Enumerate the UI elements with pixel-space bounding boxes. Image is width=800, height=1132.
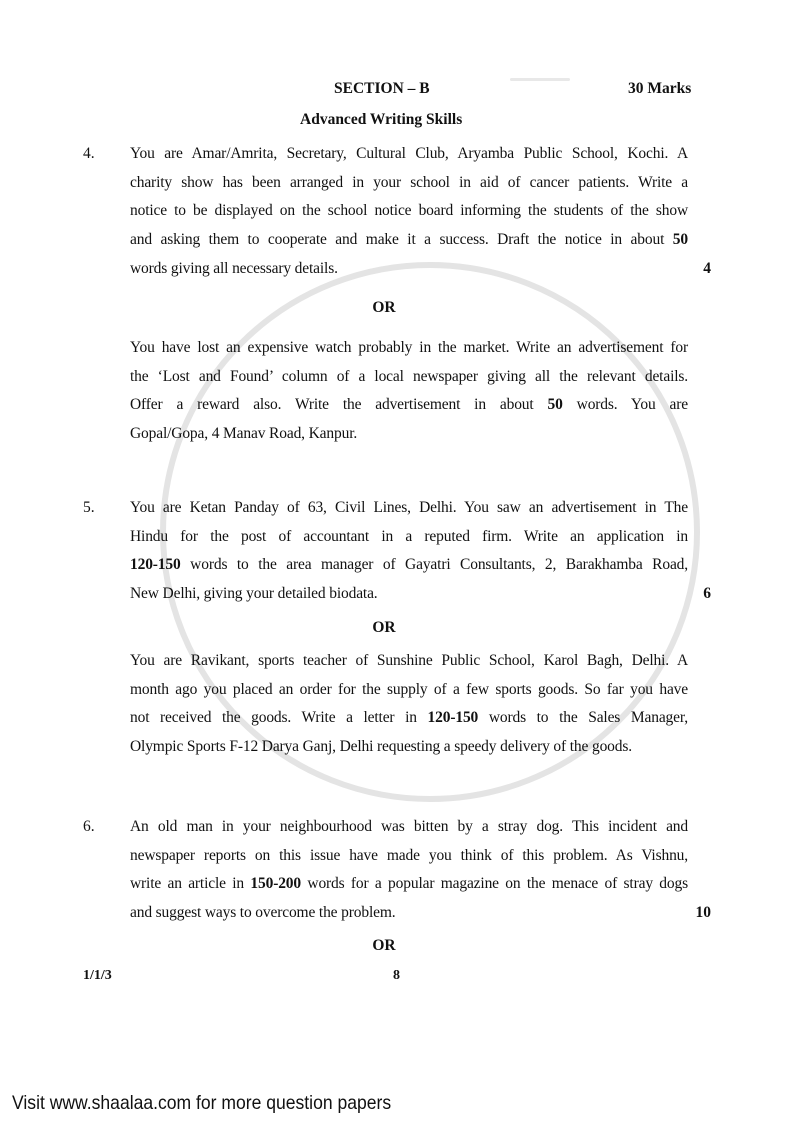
question-text xyxy=(130,140,688,283)
scan-smudge xyxy=(510,78,570,81)
text-segment: words. You are xyxy=(562,396,688,414)
text-segment: words to the Sales Manager, xyxy=(478,709,688,727)
or-label: OR xyxy=(372,299,396,316)
alternative-question-text xyxy=(130,647,688,762)
text-segment: words to the area manager of Gayatri Consultants, 2, Barakhamba Road, xyxy=(180,556,688,574)
text-segment: month ago you placed an order for the supply of a few sports goods. So far you have xyxy=(130,680,688,698)
text-line xyxy=(130,523,688,552)
text-segment: not received the goods. Write a letter in xyxy=(130,709,428,727)
text-segment: New Delhi, giving your detailed biodata. xyxy=(130,585,378,603)
text-segment: You are Amar/Amrita, Secretary, Cultural Club, Aryamba Public School, Kochi. A xyxy=(130,145,688,162)
text-line xyxy=(130,676,688,705)
text-segment: Offer a reward also. Write the advertisement in about xyxy=(130,396,548,414)
text-segment: write an article in xyxy=(130,875,251,893)
or-label: OR xyxy=(372,619,396,636)
text-line xyxy=(130,704,688,733)
section-marks: 30 Marks xyxy=(628,80,692,97)
text-line xyxy=(130,813,688,842)
text-line xyxy=(130,334,688,363)
bold-word-count: 50 xyxy=(672,231,688,249)
promo-link[interactable]: Visit www.shaalaa.com for more question papers xyxy=(12,1092,392,1114)
text-segment: notice to be displayed on the school notice board informing the students of the show xyxy=(130,202,688,220)
text-segment: Gopal/Gopa, 4 Manav Road, Kanpur. xyxy=(130,425,358,443)
text-line xyxy=(130,870,688,899)
question-marks: 4 xyxy=(703,260,711,277)
question-number: 5. xyxy=(83,499,95,516)
text-line xyxy=(130,733,688,762)
text-segment: You are Ravikant, sports teacher of Sunshine Public School, Karol Bagh, Delhi. A xyxy=(130,652,688,669)
question-text xyxy=(130,813,688,928)
text-segment: You have lost an expensive watch probably in the market. Write an advertisement for xyxy=(130,339,688,356)
text-segment: An old man in your neighbourhood was bitten by a stray dog. This incident and xyxy=(130,818,688,835)
paper-code: 1/1/3 xyxy=(83,968,112,983)
section-title: SECTION – B xyxy=(334,80,430,97)
question-number: 4. xyxy=(83,145,95,162)
text-segment: Hindu for the post of accountant in a reputed firm. Write an application in xyxy=(130,527,688,545)
bold-word-count: 120-150 xyxy=(427,709,479,727)
text-segment: Olympic Sports F-12 Darya Ganj, Delhi requesting a speedy delivery of the goods. xyxy=(130,738,632,756)
text-segment: newspaper reports on this issue have made you think of this problem. As Vishnu, xyxy=(130,846,688,864)
text-line xyxy=(130,197,688,226)
text-line xyxy=(130,140,688,169)
section-subtitle: Advanced Writing Skills xyxy=(300,111,463,128)
alternative-question-text xyxy=(130,334,688,449)
bold-word-count: 120-150 xyxy=(130,556,181,574)
text-segment: and suggest ways to overcome the problem. xyxy=(130,904,396,922)
question-text xyxy=(130,494,688,609)
text-line xyxy=(130,420,688,449)
text-line xyxy=(130,580,688,609)
text-segment: words giving all necessary details. xyxy=(130,259,338,277)
text-line xyxy=(130,647,688,676)
text-line xyxy=(130,899,688,928)
question-marks: 6 xyxy=(703,585,711,602)
text-line xyxy=(130,169,688,198)
text-segment: words for a popular magazine on the menace of stray dogs xyxy=(301,875,688,893)
text-line xyxy=(130,842,688,871)
question-number: 6. xyxy=(83,818,95,835)
text-line xyxy=(130,363,688,392)
bold-word-count: 150-200 xyxy=(250,875,302,893)
text-segment: charity show has been arranged in your school in aid of cancer patients. Write a xyxy=(130,173,688,191)
text-line xyxy=(130,226,688,255)
text-line xyxy=(130,391,688,420)
page-number: 8 xyxy=(393,968,400,983)
bold-word-count: 50 xyxy=(547,396,563,414)
text-line xyxy=(130,255,688,284)
text-segment: You are Ketan Panday of 63, Civil Lines, Delhi. You saw an advertisement in The xyxy=(130,499,688,516)
question-marks: 10 xyxy=(695,904,711,921)
text-segment: the ‘Lost and Found’ column of a local newspaper giving all the relevant details. xyxy=(130,367,688,385)
text-line xyxy=(130,551,688,580)
text-line xyxy=(130,494,688,523)
text-segment: and asking them to cooperate and make it a success. Draft the notice in about xyxy=(130,231,673,249)
or-label: OR xyxy=(372,937,396,954)
